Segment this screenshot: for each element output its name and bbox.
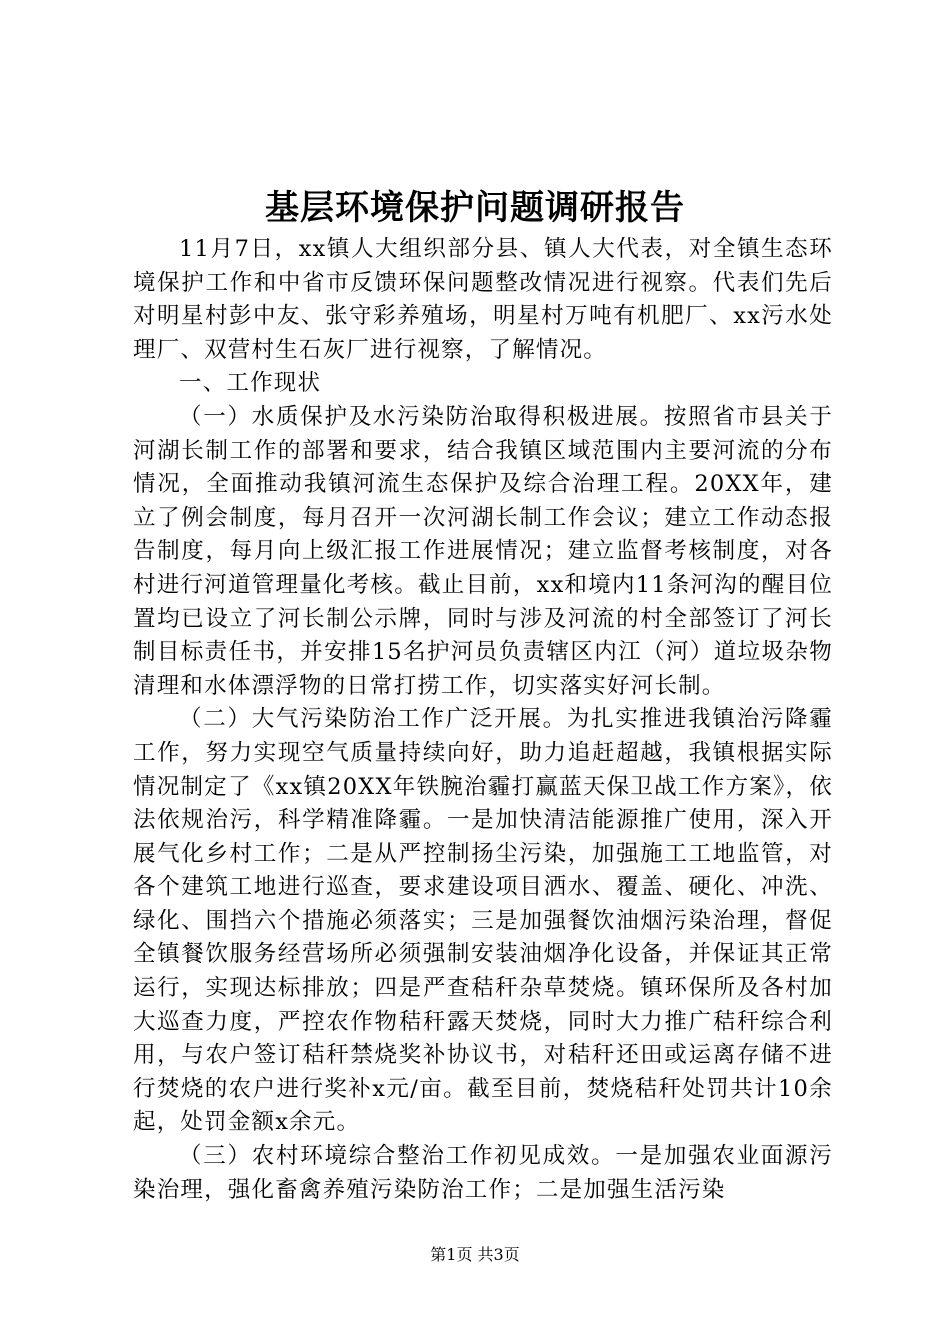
paragraph-air-pollution: （二）大气污染防治工作广泛开展。为扎实推进我镇治污降霾工作，努力实现空气质量持续向好，助力追赶超越，我镇根据实际情况制定了《xx镇20XX年铁腕治霾打赢蓝天保卫战工作方案》，依法依规治污，科学精准降霾。一是加快清洁能源推广使用，深入开展气化乡村工作；二是从严控制扬尘污染，加强施工工地监管，对各个建筑工地进行巡查，要求建设项目洒水、覆盖、硬化、冲洗、绿化、围挡六个措施必须落实；三是加强餐饮油烟污染治理，督促全镇餐饮服务经营场所必须强制安装油烟净化设备，并保证其正常运行，实现达标排放；四是严查秸秆杂草焚烧。镇环保所及各村加大巡查力度，严控农作物秸秆露天焚烧，同时大力推广秸秆综合利用，与农户签订秸秆禁烧奖补协议书，对秸秆还田或运离存储不进行焚烧的农户进行奖补x元/亩。截至目前，焚烧秸秆处罚共计10余起，处罚金额x余元。: [133, 706, 833, 1136]
section-heading-work-status: 一、工作现状: [179, 370, 322, 397]
paragraph-water-protection: （一）水质保护及水污染防治取得积极进展。按照省市县关于河湖长制工作的部署和要求，结合我镇区域范围内主要河流的分布情况，全面推动我镇河流生态保护及综合治理工程。20XX年，建立了例会制度，每月召开一次河湖长制工作会议；建立工作动态报告制度，每月向上级汇报工作进展情况；建立监督考核制度，对各村进行河道管理量化考核。截止目前，xx和境内11条河沟的醒目位置均已设立了河长制公示牌，同时与涉及河流的村全部签订了河长制目标责任书，并安排15名护河员负责辖区内江（河）道垃圾杂物清理和水体漂浮物的日常打捞工作，切实落实好河长制。: [133, 403, 833, 699]
paragraph-intro: 11月7日，xx镇人大组织部分县、镇人大代表，对全镇生态环境保护工作和中省市反馈环保问题整改情况进行视察。代表们先后对明星村彭中友、张守彩养殖场，明星村万吨有机肥厂、xx污水处理厂、双营村生石灰厂进行视察，了解情况。: [133, 236, 833, 363]
paragraph-rural-environment: （三）农村环境综合整治工作初见成效。一是加强农业面源污染治理，强化畜禽养殖污染防治工作；二是加强生活污染: [133, 1143, 833, 1203]
document-body: [133, 233, 833, 1207]
page-footer: [0, 1244, 950, 1266]
page-number: 第1页 共3页: [430, 1245, 520, 1264]
document-title: 基层环境保护问题调研报告: [265, 188, 685, 228]
